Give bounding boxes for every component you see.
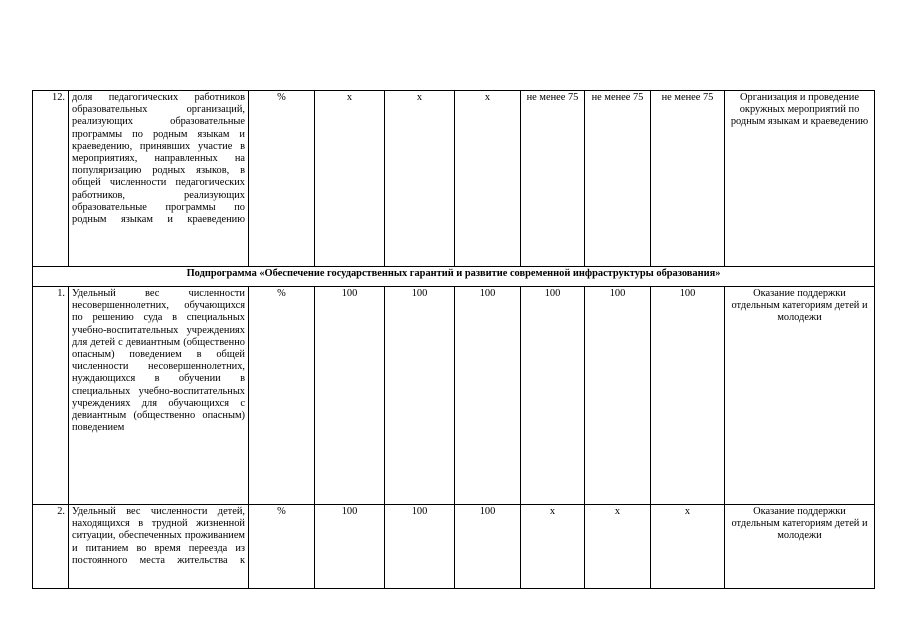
measure-note: Оказание поддержки отдельным категориям детей и молодежи [725, 505, 875, 589]
value-cell-4: не менее 75 [521, 91, 585, 267]
value-cell-4: 100 [521, 287, 585, 505]
value-cell-6: х [651, 505, 725, 589]
value-cell-4: х [521, 505, 585, 589]
value-cell-1: х [315, 91, 385, 267]
row-number: 12. [33, 91, 69, 267]
value-cell-2: х [385, 91, 455, 267]
value-cell-5: х [585, 505, 651, 589]
unit-cell: % [249, 91, 315, 267]
value-cell-3: 100 [455, 505, 521, 589]
unit-cell: % [249, 505, 315, 589]
measure-note: Организация и проведение окружных мероприятий по родным языкам и краеведению [725, 91, 875, 267]
value-cell-5: 100 [585, 287, 651, 505]
row-number: 1. [33, 287, 69, 505]
subprogram-header-row [33, 267, 875, 287]
value-cell-6: не менее 75 [651, 91, 725, 267]
subprogram-title: Подпрограмма «Обеспечение государственных гарантий и развитие современной инфраструктуры образования» [33, 267, 875, 287]
value-cell-1: 100 [315, 287, 385, 505]
table-row [33, 91, 875, 267]
indicators-table [32, 90, 875, 589]
measure-note: Оказание поддержки отдельным категориям детей и молодежи [725, 287, 875, 505]
indicator-description: Удельный вес численности несовершеннолетних, обучающихся по решению суда в специальных учебно-воспитательных учреждениях для детей с девиантным (общественно опасным) поведением в общей численности несовершеннолетних, нуждающихся в обучении в специальных учебно-воспитательных учреждениях для обучающихся с девиантным (общественно опасным) поведением [69, 287, 249, 505]
value-cell-3: 100 [455, 287, 521, 505]
indicator-description: Удельный вес численности детей, находящихся в трудной жизненной ситуации, обеспеченных проживанием и питанием во время переезда из постоянного места жительства к [69, 505, 249, 589]
value-cell-5: не менее 75 [585, 91, 651, 267]
row-number: 2. [33, 505, 69, 589]
table-row [33, 505, 875, 589]
table-row [33, 287, 875, 505]
value-cell-1: 100 [315, 505, 385, 589]
value-cell-2: 100 [385, 505, 455, 589]
value-cell-6: 100 [651, 287, 725, 505]
value-cell-2: 100 [385, 287, 455, 505]
unit-cell: % [249, 287, 315, 505]
value-cell-3: х [455, 91, 521, 267]
indicator-description: доля педагогических работников образовательных организаций, реализующих образовательные программы по родным языкам и краеведению, принявших участие в мероприятиях, направленных на популяризацию родных языков, в общей численности педагогических работников, реализующих образовательные программы по родным языкам и краеведению [69, 91, 249, 267]
